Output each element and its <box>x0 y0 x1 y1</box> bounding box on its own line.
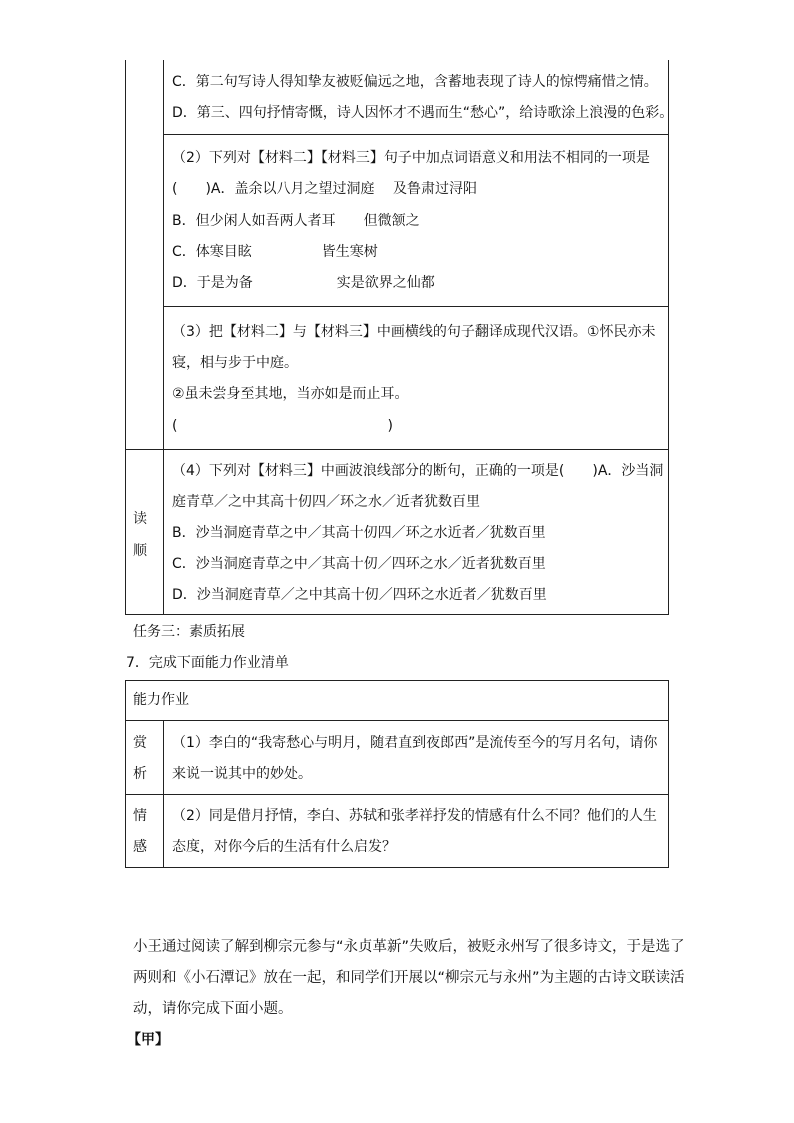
table-1-left-border <box>125 60 126 615</box>
option-d-line: D．第三、四句抒情寄慨，诗人因怀才不遇而生“愁心”，给诗歌涂上浪漫的色彩。 <box>172 105 674 121</box>
table-1-row-sep-1 <box>163 134 669 135</box>
question-2-option-d: D．于是为备 实是欲界之仙都 <box>172 275 435 291</box>
paragraph-line-3: 动，请你完成下面小题。 <box>133 1001 293 1017</box>
table-1-divider <box>163 60 164 615</box>
question-4-stem: （4）下列对【材料三】中画波浪线部分的断句，正确的一项是( )A．沙当洞 <box>172 463 664 479</box>
q7-part-1-line-1: （1）李白的“我寄愁心与明月，随君直到夜郎西”是流传至今的写月名句，请你 <box>172 735 658 751</box>
task-3-heading: 任务三：素质拓展 <box>133 624 245 640</box>
question-4-line-2: 庭青草／之中其高十仞四／环之水／近者犹数百里 <box>172 494 480 510</box>
table-2-header: 能力作业 <box>133 692 189 708</box>
question-3-line-2: 寝，相与步于中庭。 <box>172 355 298 371</box>
table-1-bottom-border <box>125 614 669 615</box>
table-2-top-border <box>125 680 669 681</box>
paragraph-line-2: 两则和《小石潭记》放在一起，和同学们开展以“柳宗元与永州”为主题的古诗文联读活 <box>133 970 685 986</box>
section-jia-heading: 【甲】 <box>127 1032 169 1048</box>
question-3-answer-blank: ( ) <box>172 418 393 434</box>
table-2-bottom-border <box>125 867 669 868</box>
table-2-left-border <box>125 680 126 868</box>
row-label-qing: 情 <box>133 808 147 824</box>
question-2-stem: （2）下列对【材料二】【材料三】句子中加点词语意义和用法不相同的一项是 <box>172 150 650 166</box>
table-2-row-sep-1 <box>125 720 669 721</box>
row-label-shun: 顺 <box>133 543 147 559</box>
question-4-option-c: C．沙当洞庭青草之中／其高十仞／四环之水／近者犹数百里 <box>172 556 546 572</box>
q7-part-2-line-1: （2）同是借月抒情，李白、苏轼和张孝祥抒发的情感有什么不同？他们的人生 <box>172 808 657 824</box>
table-1-row-sep-2 <box>163 306 669 307</box>
question-2-option-c: C．体寒目眩 皆生寒树 <box>172 244 378 260</box>
question-7-heading: 7．完成下面能力作业清单 <box>126 655 289 671</box>
paragraph-line-1: 小王通过阅读了解到柳宗元参与“永贞革新”失败后，被贬永州写了很多诗文，于是选了 <box>133 939 685 955</box>
row-label-xi: 析 <box>133 766 147 782</box>
table-1-right-border <box>668 60 669 615</box>
table-1-row-sep-3 <box>125 449 669 450</box>
table-2-right-border <box>668 680 669 868</box>
table-2-divider <box>163 720 164 868</box>
question-3-line-3: ②虽未尝身至其地，当亦如是而止耳。 <box>172 386 409 402</box>
option-c-line: C．第二句写诗人得知挚友被贬偏远之地，含蓄地表现了诗人的惊愕痛惜之情。 <box>172 74 658 90</box>
table-2-row-sep-2 <box>125 794 669 795</box>
question-4-option-b: B．沙当洞庭青草之中／其高十仞四／环之水近者／犹数百里 <box>172 525 546 541</box>
question-3-stem: （3）把【材料二】与【材料三】中画横线的句子翻译成现代汉语。①怀民亦未 <box>172 324 656 340</box>
q7-part-2-line-2: 态度，对你今后的生活有什么启发？ <box>172 839 396 855</box>
row-label-du: 读 <box>133 511 147 527</box>
q7-part-1-line-2: 来说一说其中的妙处。 <box>172 766 312 782</box>
question-2-option-a: ( )A．盖余以八月之望过洞庭 及鲁肃过浔阳 <box>172 181 477 197</box>
question-2-option-b: B．但少闲人如吾两人者耳 但微颔之 <box>172 213 420 229</box>
row-label-shang: 赏 <box>133 735 147 751</box>
question-4-option-d: D．沙当洞庭青草／之中其高十仞／四环之水近者／犹数百里 <box>172 587 547 603</box>
row-label-gan: 感 <box>133 839 147 855</box>
